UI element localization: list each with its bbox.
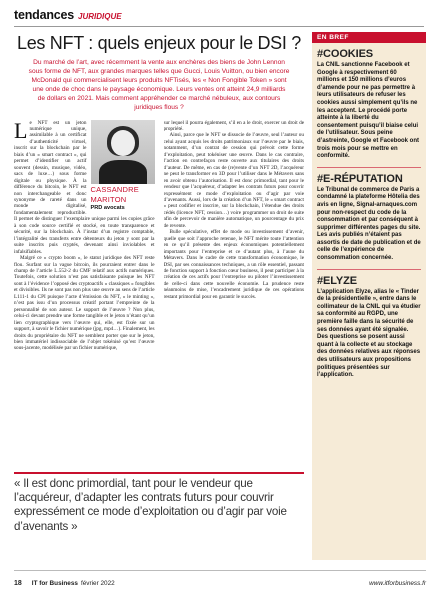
paragraph: sur lequel il pourra également, s’il en a le droit, exercer un droit de propriété.: [163, 119, 304, 133]
author-role: PRD avocats: [90, 204, 125, 211]
website-link[interactable]: www.itforbusiness.fr: [369, 579, 426, 587]
sidebar-heading: #COOKIES: [317, 48, 374, 60]
page-footer: [14, 576, 426, 590]
sidebar-divider: [317, 167, 421, 168]
sidebar-item-cookies: [312, 43, 426, 161]
subsection-name: JURIDIQUE: [78, 12, 122, 21]
pull-quote: [14, 472, 304, 560]
sidebar-text: L’application Elyze, alias le « Tinder de la présidentielle », entre dans le collimateur de la CNIL qui va étudier sa conformité au RGPD, une première faille dans la sécurité de ses données ayant été signalée. Des questions se posent aussi quant à la collecte et au stockage des données relatives aux réponses des utilisateurs aux propositions politiques présentées sur l’application.: [317, 288, 421, 379]
publication-date: février 2022: [80, 579, 115, 587]
paragraph: Malgré ce « crypto boom », le statut juridique des NFT reste flou. Surfant sur la vague bitcoin, ils pourraient entrer dans le champ de l’article L.552-2 du CMF relatif aux actifs numériques. Toutefois, cette solution n’est pas satisfaisante puisque les NFT sont à l’évidence l’opposé des cryptoactifs « classiques » fongibles et divisibles. Ils ne sont pas non plus une œuvre au sens de l’article L111-1 du CPI puisque l’acte d’émission du NFT, « le minting », n’est pas issu d’un processus créatif portant l’empreinte de la personnalité de son auteur. Le support de l’œuvre ? Non plus, celui-ci devant prendre une forme tangible et le jeton n’étant qu’un lien cryptographique vers l’œuvre qui, elle, est fixée sur un support, à savoir le fichier numérique (jpg, mp4…). Finalement, les droits du propriétaire du NFT ne semblent porter que sur le jeton, bien immatériel indissociable de l’objet tokénisé qu’est l’œuvre sous-jacente, modélisée par un fichier numérique,: [14, 255, 155, 352]
sidebar-item-elyze: [312, 270, 426, 380]
author-name-line-2: MARITON: [90, 194, 127, 204]
author-name-line-1: CASSANDRE: [90, 184, 139, 194]
article-body: [14, 120, 304, 464]
article: [14, 32, 304, 464]
page-number: 18: [14, 579, 22, 587]
sidebar-item-e-reputation: [312, 168, 426, 263]
section-name: tendances: [14, 8, 75, 22]
section-header: [14, 8, 122, 24]
paragraph: Bulle spéculative, effet de mode ou investissement d’avenir, quelle que soit l’approche retenue, le NFT mérite toute l’attention en ce qu’il présente des enjeux économiques potentiellement importants pour l’entreprise et ce d’autant plus, à l’aune du Métavers. Dans le cadre de cette transformation économique, le DSI, par ses connaissances techniques, a un rôle essentiel, passant de fonction support à fonction cœur business, il peut participer à la création de ces actifs pour l’entreprise ou piloter l’investissement de celle-ci dans cette nouvelle économie. La prudence reste néanmoins de mise, l’encadrement juridique de ces opérations restant primordial pour en garantir le succès.: [163, 229, 304, 300]
sidebar-banner: EN BREF: [312, 32, 426, 43]
paragraph: Ainsi, parce que le NFT se dissocie de l’œuvre, seul l’auteur ou celui ayant acquis les droits patrimoniaux sur l’œuvre par le biais, notamment, d’un contrat de cession qui prévoit cette forme d’exploitation, peut tokéniser une œuvre. Dans le cas contraire, l’action en contrefaçon reste ouverte aux titulaires des droits d’auteur. De même, en cas de (re)vente d’un NFT 2D, l’acquéreur ne peut le transformer en 3D pour l’utiliser dans le Métavers sans en avoir obtenu l’autorisation. Il est donc primordial, tant pour le vendeur que l’acquéreur, d’adapter les contrats futurs pour couvrir expressément ce mode d’exploitation ou d’agir par voie d’avenants. Aussi, lors de la création d’un NFT, le « smart contract » peut codifier et inscrire, sur la blockchain, l’étendue des droits cédés (licence NFT, cession…) voire programmer un droit de suite afin de percevoir de manière automatique, un pourcentage du prix de revente.: [163, 132, 304, 229]
footer-divider: [14, 570, 426, 571]
pull-quote-text: « Il est donc primordial, tant pour le vendeur que l’acquéreur, d’adapter les contrats futurs pour couvrir expressément ce mode d’exploitation ou d’agir par voie d’avenants »: [14, 477, 287, 533]
article-column-1: [14, 120, 155, 464]
header-divider: [14, 26, 424, 27]
publication-name: IT for Business: [31, 579, 78, 587]
author-portrait: [91, 120, 155, 184]
article-lede: Du marché de l’art, avec récemment la vente aux enchères des biens de John Lennon sous forme de NFT, aux grandes marques telles que Gucci, Louis Vuitton, ou bien encore McDonald qui commercialisent leurs produits NFTisés, les « Non Fongible Token » sont une onde de choc dans le paysage économique. Leurs ventes ont atteint 24,9 milliards de dollars en 2021. Mais comment appréhender ce marché nébuleux, aux contours juridiques flous ?: [28, 59, 290, 112]
sidebar-text: Le Tribunal de commerce de Paris a condamné la plateforme Hôtelia des avis en ligne, Signal-arnaques.com pour non-respect du code de la consommation et par conséquent à supprimer différentes pages du site. Les avis publiés n’étaient pas assortis de date de publication et de celle de l’expérience de consommation concernée.: [317, 186, 421, 262]
sidebar-heading: #E-RÉPUTATION: [317, 172, 403, 185]
sidebar-text: La CNIL sanctionne Facebook et Google à respectivement 60 millions et 150 millions d’euros d’amende pour ne pas permettre à leurs utilisateurs de refuser les cookies aussi simplement qu’ils ne les acceptent. Le procédé porte atteinte à la liberté du consentement puisqu’il biaise celui de l’utilisateur. Sous peine d’astreinte, Google et Facebook ont trois mois pour se mettre en conformité.: [317, 62, 420, 160]
author-box: [91, 120, 155, 211]
article-title: Les NFT : quels enjeux pour le DSI ?: [16, 33, 302, 53]
news-sidebar: [312, 32, 426, 560]
sidebar-divider: [317, 269, 421, 270]
drop-cap: L: [14, 119, 28, 143]
article-column-2: [164, 120, 305, 464]
paragraph-text: e NFT est un jeton numérique unique, assimilable à un certificat d’authenticité virtuel, inscrit sur la blockchain par le biais d’un « smart contract », qui permet d’identifier un actif souvent (dessin, musique, vidéo, sacs de luxe…) sous forme digitale ou physique. À la différence du bitcoin, le NFT est non interchangeable et donc synonyme de rareté dans un monde digitalisé, fondamentalement reproductible. Il permet de distinguer l’exemplaire unique parmi les copies grâce à son code source certifié et stocké, en toute transparence et sécurité, sur la blockchain. À l’instar d’un registre comptable, l’intégralité des transferts entre détenteurs du jeton y sont par la suite inscrits puis cryptés, devenant ainsi inviolables et infalsifiables.: [14, 119, 155, 255]
sidebar-heading: #ELYZE: [317, 274, 357, 287]
